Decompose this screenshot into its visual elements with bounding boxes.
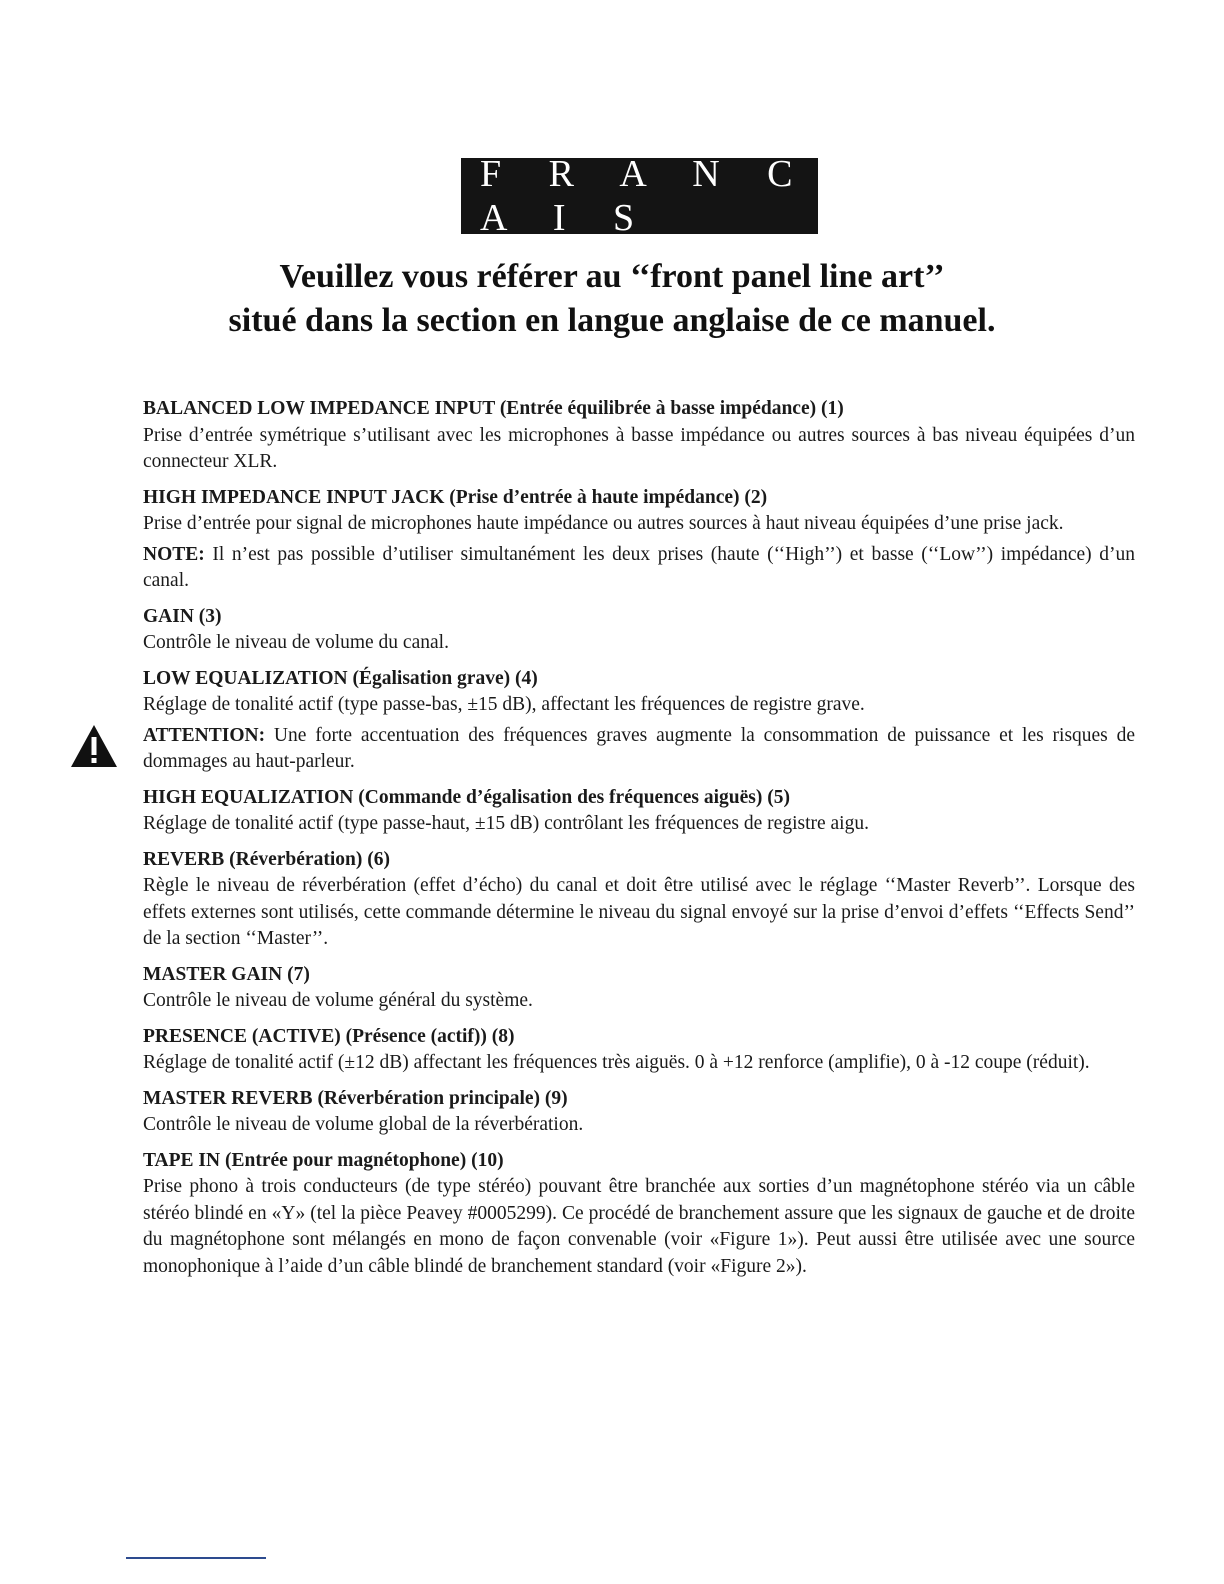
attention-block: [143, 723, 1135, 776]
section-heading: PRESENCE (ACTIVE) (Présence (actif)) (8): [143, 1025, 515, 1047]
section-heading: LOW EQUALIZATION (Égalisation grave) (4): [143, 667, 538, 689]
section-master-reverb: [143, 1086, 1135, 1139]
note-label: NOTE:: [143, 543, 205, 565]
section-heading: BALANCED LOW IMPEDANCE INPUT (Entrée équilibrée à basse impédance) (1): [143, 398, 844, 419]
section-presence: [143, 1024, 1135, 1077]
section-balanced-input: [143, 396, 1135, 476]
footer-rule: [126, 1557, 266, 1559]
section-reverb: [143, 847, 1135, 953]
section-text: Contrôle le niveau de volume global de la réverbération.: [143, 1114, 584, 1135]
section-gain: [143, 604, 1135, 657]
section-heading: HIGH IMPEDANCE INPUT JACK (Prise d’entrée à haute impédance) (2): [143, 486, 768, 508]
section-high-equalization: [143, 785, 1135, 838]
section-text: Réglage de tonalité actif (±12 dB) affectant les fréquences très aiguës. 0 à +12 renforce (amplifie), 0 à -12 coupe (réduit).: [143, 1052, 1090, 1073]
section-heading: MASTER REVERB (Réverbération principale) (9): [143, 1087, 568, 1109]
manual-content: [143, 396, 1135, 1289]
page-subtitle: [0, 255, 1224, 343]
section-heading: REVERB (Réverbération) (6): [143, 848, 390, 870]
note-text: Une forte accentuation des fréquences graves augmente la consommation de puissance et les risques de dommages au haut-parleur.: [143, 724, 1136, 772]
section-heading: MASTER GAIN (7): [143, 963, 310, 985]
language-banner: F R A N C A I S: [461, 158, 818, 234]
section-low-equalization: [143, 666, 1135, 776]
note-label: ATTENTION:: [143, 724, 266, 746]
warning-triangle-icon: [69, 723, 119, 769]
section-heading: HIGH EQUALIZATION (Commande d’égalisation des fréquences aiguës) (5): [143, 786, 790, 808]
section-text: Contrôle le niveau de volume général du système.: [143, 990, 533, 1011]
section-note: [143, 542, 1135, 595]
section-text: Règle le niveau de réverbération (effet d’écho) du canal et doit être utilisé avec le réglage ‘‘Master Reverb’’. Lorsque des effets externes sont utilisés, cette commande détermine le niveau du signal envoyé sur la prise d’envoi d’effets ‘‘Effects Send’’ de la section ‘‘Master’’.: [143, 875, 1135, 949]
subtitle-line-2: situé dans la section en langue anglaise de ce manuel.: [228, 302, 996, 339]
section-note: [143, 723, 1135, 776]
section-text: Réglage de tonalité actif (type passe-haut, ±15 dB) contrôlant les fréquences de registre aigu.: [143, 813, 869, 834]
section-text: Prise d’entrée pour signal de microphones haute impédance ou autres sources à haut niveau équipées d’une prise jack.: [143, 513, 1064, 534]
section-text: Réglage de tonalité actif (type passe-bas, ±15 dB), affectant les fréquences de registre grave.: [143, 694, 865, 715]
section-heading: GAIN (3): [143, 605, 222, 627]
section-high-impedance-input: [143, 485, 1135, 595]
section-text: Prise phono à trois conducteurs (de type stéréo) pouvant être branchée aux sorties d’un magnétophone stéréo via un câble stéréo blindé en «Y» (tel la pièce Peavey #0005299). Ce procédé de branchement assure que les signaux de gauche et de droite du magnétophone sont mélangés en mono de façon convenable (voir «Figure 1»). Peut aussi être utilisée avec une source monophonique à l’aide d’un câble blindé de branchement standard (voir «Figure 2»).: [143, 1176, 1135, 1277]
section-text: Contrôle le niveau de volume du canal.: [143, 632, 449, 653]
section-heading: TAPE IN (Entrée pour magnétophone) (10): [143, 1149, 504, 1171]
section-text: Prise d’entrée symétrique s’utilisant avec les microphones à basse impédance ou autres sources à bas niveau équipées d’un connecteur XLR.: [143, 424, 1135, 472]
subtitle-line-1: Veuillez vous référer au ‘‘front panel line art’’: [279, 258, 945, 295]
note-text: Il n’est pas possible d’utiliser simultanément les deux prises (haute (‘‘High’’) et basse (‘‘Low’’) impédance) d’un canal.: [143, 543, 1136, 591]
section-master-gain: [143, 962, 1135, 1015]
section-tape-in: [143, 1148, 1135, 1281]
